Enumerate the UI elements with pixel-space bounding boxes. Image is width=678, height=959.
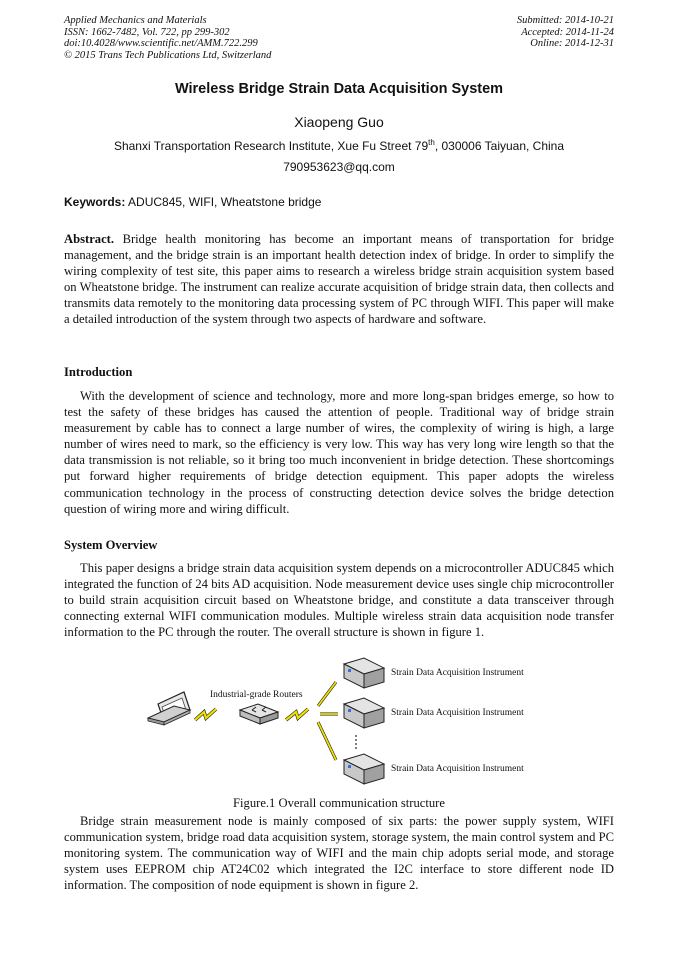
wireless-link-icon	[286, 709, 308, 720]
router-label: Industrial-grade Routers	[210, 690, 303, 700]
submitted-date: Submitted: 2014-10-21	[516, 15, 614, 26]
router-icon	[240, 704, 278, 724]
system-overview-text: This paper designs a bridge strain data acquisition system depends on a microcontroller ADUC845 which integrated the function of 24 bits AD acquisition. Node measurement device uses single chip microcontroller to build strain acquisition circuit based on Wheatstone bridge, and constitute a data transceiver through connecting external WIFI communication modules. Multiple wireless strain data acquisition node transfer information to the PC through the router. The overall structure is shown in figure 1.	[64, 561, 614, 640]
introduction-text: With the development of science and technology, more and more long-span bridges emerge, so how to test the safety of these bridges has caused the attention of people. Traditional way of bridge strain measurement by cable has to connect a large number of wires, the complexity of wiring is high, a large number of wires need to mark, so the efficiency is very low. This way has very long wire length so that the data transmission is not reliable, so it bring too much inconvenient in bridge detection. These shortcomings put forward higher requirements of bridge detection equipment. This paper adopts the wireless communication technology in the process of constructing detection device solves the bridge detection question of wiring more and wiring difficult.	[64, 389, 614, 516]
abstract-label: Abstract.	[64, 232, 115, 246]
instrument-label: Strain Data Acquisition Instrument	[391, 764, 524, 774]
instrument-icon	[344, 754, 384, 784]
paper-title: Wireless Bridge Strain Data Acquisition System	[174, 81, 504, 97]
instrument-label: Strain Data Acquisition Instrument	[391, 708, 524, 718]
system-overview-heading: System Overview	[64, 538, 158, 552]
keywords-text: ADUC845, WIFI, Wheatstone bridge	[125, 195, 322, 209]
instrument-label: Strain Data Acquisition Instrument	[391, 668, 524, 678]
abstract	[64, 231, 614, 328]
doi-line: doi:10.4028/www.scientific.net/AMM.722.299	[64, 38, 258, 49]
affiliation-text-end: , 030006 Taiyuan, China	[434, 139, 565, 153]
journal-name: Applied Mechanics and Materials	[64, 15, 207, 26]
ellipsis-dots	[355, 735, 357, 749]
instrument-icon	[344, 698, 384, 728]
instrument-icon	[344, 658, 384, 688]
introduction-heading: Introduction	[64, 365, 133, 379]
affiliation	[0, 138, 678, 153]
figure-caption: Figure.1 Overall communication structure	[233, 796, 445, 810]
date-meta	[517, 15, 614, 50]
journal-meta	[64, 15, 271, 61]
laptop-icon	[148, 692, 190, 725]
accepted-date: Accepted: 2014-11-24	[521, 26, 614, 38]
keywords-label: Keywords:	[64, 195, 126, 209]
affiliation-text: Shanxi Transportation Research Institute, Xue Fu Street 79	[113, 139, 429, 153]
node-composition-text: Bridge strain measurement node is mainly composed of six parts: the power supply system, WIFI communication system, bridge road data acquisition system, storage system, the main control system and PC monitoring system. The communication way of WIFI and the main chip adopts serial mode, and storage system uses EEPROM chip AT24C02 which integrated the I2C interface to store different node ID information. The composition of node equipment is shown in figure 2.	[64, 814, 614, 893]
keywords	[64, 195, 321, 209]
affiliation-sup: th	[428, 138, 435, 147]
wireless-link-icon	[318, 682, 338, 760]
abstract-text: Bridge health monitoring has become an important means of transportation for bridge management, and the bridge strain is an important health detection index of bridge. In order to simplify the wiring complexity of test site, this paper aims to research a wireless bridge strain acquisition system based on Wheatstone bridge. The instrument can realize accurate acquisition of bridge strain data, then collects and transmits data remotely to the monitoring data processing system of PC through WIFI. This paper will make a detailed introduction of the system through two aspects of hardware and software.	[64, 232, 614, 327]
author-email: 790953623@qq.com	[283, 160, 395, 174]
figure-1-diagram	[140, 652, 560, 787]
wireless-link-icon	[195, 709, 216, 720]
issn-line: ISSN: 1662-7482, Vol. 722, pp 299-302	[64, 26, 230, 38]
author-name: Xiaopeng Guo	[294, 114, 384, 130]
copyright-line: © 2015 Trans Tech Publications Ltd, Switzerland	[64, 49, 272, 61]
online-date: Online: 2014-12-31	[530, 38, 614, 49]
